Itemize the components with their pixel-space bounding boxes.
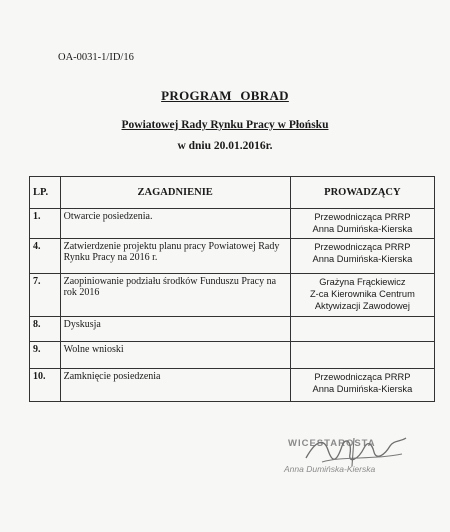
meeting-date: w dniu 20.01.2016r. (177, 140, 273, 152)
page-title: PROGRAM OBRAD (161, 88, 289, 103)
header-topic: ZAGADNIENIE (60, 177, 290, 209)
reference-number: OA-0031-1/ID/16 (58, 52, 134, 63)
row-topic: Zaopiniowanie podziału środków Funduszu Pracy na rok 2016 (60, 274, 290, 317)
row-topic: Dyskusja (60, 317, 290, 342)
row-number: 10. (30, 369, 61, 402)
stamp-name: Anna Dumińska-Kierska (284, 464, 376, 474)
lead-role: Przewodnicząca PRRP (314, 242, 411, 252)
lead-department: Aktywizacji Zawodowej (314, 301, 410, 312)
row-topic: Zatwierdzenie projektu planu pracy Powiatowej Rady Rynku Pracy na 2016 r. (60, 239, 290, 274)
agenda-row (30, 239, 435, 274)
agenda-row (30, 209, 435, 239)
agenda-row (30, 369, 435, 402)
lead-role: Przewodnicząca PRRP (314, 212, 411, 222)
row-lead (290, 274, 434, 317)
lead-person: Anna Dumińska-Kierska (312, 384, 413, 395)
council-name: Powiatowej Rady Rynku Pracy w Płońsku (121, 119, 329, 131)
agenda-header-row (30, 177, 435, 209)
lead-role: Z-ca Kierownika Centrum (309, 289, 415, 300)
row-topic: Zamknięcie posiedzenia (60, 369, 290, 402)
lead-person: Anna Dumińska-Kierska (312, 254, 413, 265)
header-lead: PROWADZĄCY (290, 177, 434, 209)
agenda-row (30, 274, 435, 317)
agenda-row (30, 342, 435, 369)
row-number: 9. (30, 342, 61, 369)
row-number: 1. (30, 209, 61, 239)
row-lead (290, 317, 434, 342)
row-topic: Otwarcie posiedzenia. (60, 209, 290, 239)
official-stamp (282, 438, 442, 478)
lead-person: Grażyna Frąckiewicz (319, 277, 406, 287)
row-lead (290, 239, 434, 274)
row-topic: Wolne wnioski (60, 342, 290, 369)
stamp-title: WICESTAROSTA (288, 438, 376, 449)
lead-role: Przewodnicząca PRRP (314, 372, 411, 382)
row-lead (290, 209, 434, 239)
row-number: 7. (30, 274, 61, 317)
row-number: 8. (30, 317, 61, 342)
header-lp: LP. (30, 177, 61, 209)
row-number: 4. (30, 239, 61, 274)
lead-person: Anna Dumińska-Kierska (312, 224, 413, 235)
row-lead (290, 342, 434, 369)
agenda-row (30, 317, 435, 342)
row-lead (290, 369, 434, 402)
agenda-table (29, 176, 435, 402)
